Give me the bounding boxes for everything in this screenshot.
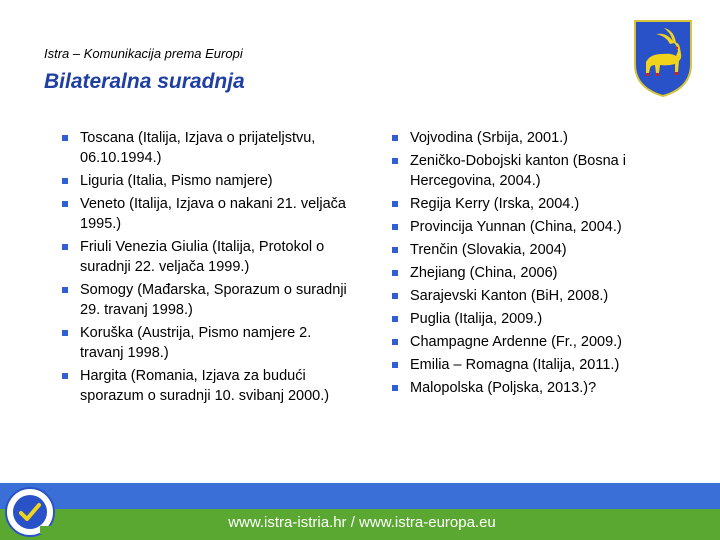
list-item: [62, 171, 352, 191]
list-item: [392, 128, 692, 148]
slide-title: Bilateralna suradnja: [44, 70, 245, 93]
list-item: [62, 323, 352, 363]
list-item-text: Hargita (Romania, Izjava za budući sporazum o suradnji 10. svibanj 2000.): [80, 368, 330, 404]
bullet-icon: [62, 244, 68, 250]
list-item-text: Somogy (Mađarska, Sporazum o suradnji 29. travanj 1998.): [80, 282, 347, 318]
bullet-icon: [62, 178, 68, 184]
bullet-icon: [62, 287, 68, 293]
list-item: [392, 309, 692, 329]
list-item: [392, 194, 692, 214]
list-item-text: Koruška (Austrija, Pismo namjere 2. travanj 1998.): [80, 325, 312, 361]
bullet-icon: [392, 339, 398, 345]
list-item-text: Puglia (Italija, 2009.): [410, 311, 543, 327]
left-partner-list: [62, 128, 352, 409]
list-item: [62, 237, 352, 277]
bullet-icon: [62, 135, 68, 141]
list-item: [392, 378, 692, 398]
list-item-text: Veneto (Italija, Izjava o nakani 21. veljača 1995.): [80, 196, 346, 232]
bullet-icon: [392, 135, 398, 141]
footer-links[interactable]: [0, 514, 720, 531]
list-item-text: Toscana (Italija, Izjava o prijateljstvu, 06.10.1994.): [80, 130, 316, 166]
bullet-icon: [392, 201, 398, 207]
bullet-icon: [62, 373, 68, 379]
bullet-icon: [392, 270, 398, 276]
footer-links-text[interactable]: www.istra-istria.hr / www.istra-europa.eu: [228, 514, 496, 531]
list-item: [392, 286, 692, 306]
list-item-text: Friuli Venezia Giulia (Italija, Protokol o suradnji 22. veljača 1999.): [80, 239, 325, 275]
list-item: [392, 355, 692, 375]
list-item: [62, 280, 352, 320]
list-item-text: Sarajevski Kanton (BiH, 2008.): [410, 288, 609, 304]
list-item: [392, 151, 692, 191]
list-item: [392, 332, 692, 352]
bullet-icon: [392, 316, 398, 322]
list-item-text: Liguria (Italia, Pismo namjere): [80, 173, 273, 189]
bullet-icon: [392, 247, 398, 253]
bullet-icon: [392, 224, 398, 230]
footer-blue-band: [0, 483, 720, 509]
bullet-icon: [392, 293, 398, 299]
istria-goat-crest-icon: [632, 18, 694, 98]
list-item: [392, 217, 692, 237]
list-item-text: Zeničko-Dobojski kanton (Bosna i Hercegovina, 2004.): [410, 153, 626, 189]
bullet-icon: [392, 158, 398, 164]
header-subtitle: Istra – Komunikacija prema Europi: [44, 46, 243, 61]
bullet-icon: [392, 385, 398, 391]
list-item-text: Champagne Ardenne (Fr., 2009.): [410, 334, 622, 350]
list-item-text: Regija Kerry (Irska, 2004.): [410, 196, 580, 212]
list-item: [392, 263, 692, 283]
list-item-text: Malopolska (Poljska, 2013.)?: [410, 380, 597, 396]
list-item-text: Provincija Yunnan (China, 2004.): [410, 219, 622, 235]
list-item-text: Emilia – Romagna (Italija, 2011.): [410, 357, 620, 373]
list-item: [62, 366, 352, 406]
list-item-text: Trenčin (Slovakia, 2004): [410, 242, 567, 258]
bullet-icon: [392, 362, 398, 368]
list-item: [62, 194, 352, 234]
bullet-icon: [62, 201, 68, 207]
list-item: [62, 128, 352, 168]
list-item: [392, 240, 692, 260]
list-item-text: Zhejiang (China, 2006): [410, 265, 558, 281]
bullet-icon: [62, 330, 68, 336]
list-item-text: Vojvodina (Srbija, 2001.): [410, 130, 568, 146]
right-partner-list: [392, 128, 692, 401]
